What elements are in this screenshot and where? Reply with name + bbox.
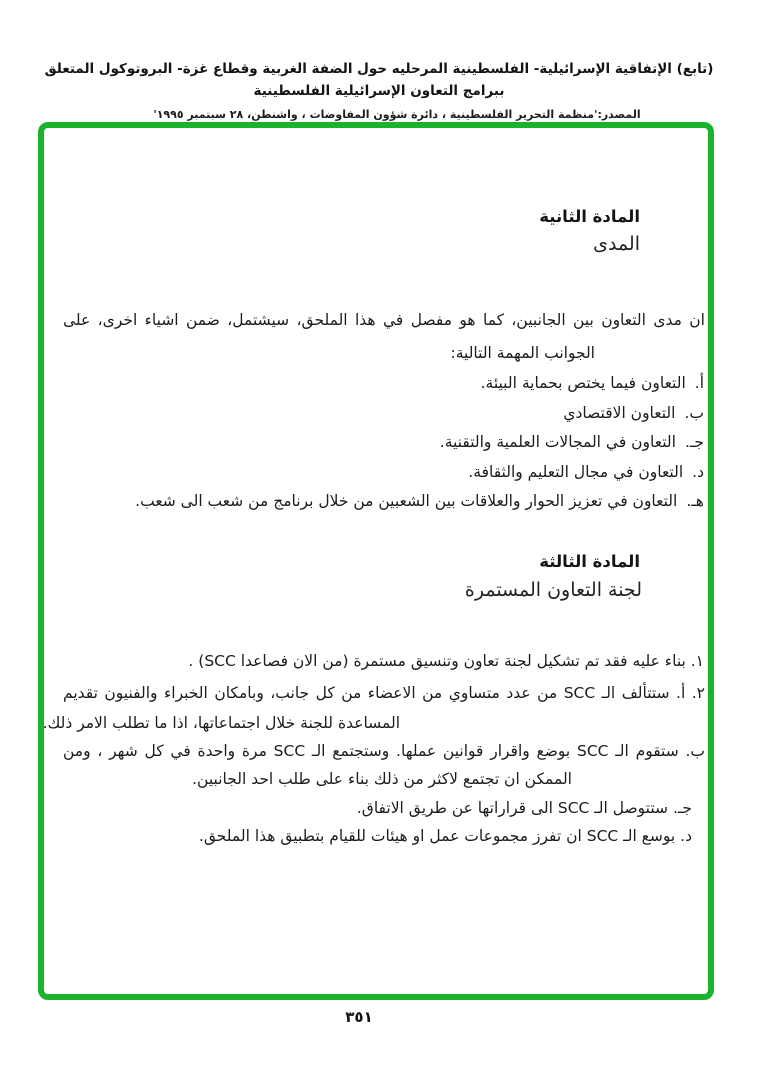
list-item bbox=[63, 369, 704, 399]
article3-item-b-line2: الممكن ان تجتمع لاكثر من ذلك بناء على طلب احد الجانبين. bbox=[192, 770, 572, 788]
list-item bbox=[63, 487, 704, 517]
article2-subtitle: المدى bbox=[593, 233, 640, 255]
list-item-label: جـ. bbox=[684, 433, 704, 451]
list-item-label: د. bbox=[692, 462, 704, 481]
article3-title: المادة الثالثة bbox=[539, 552, 640, 571]
article3-item2-line1: ٢. أ. ستتألف الـ SCC من عدد متساوي من الاعضاء من كل جانب، وبامكان الخبراء والفنيون تقديم bbox=[63, 684, 705, 702]
list-item bbox=[63, 458, 704, 488]
article2-title: المادة الثانية bbox=[539, 207, 640, 226]
list-item bbox=[63, 399, 704, 429]
document-title: (تابع) الإتفاقية الإسرائيلية- الفلسطينية المرحليه حول الضفة الغربية وقطاع غزة- البروتوكول المتعلق ببرامج التعاون الإسرائيلية الفلسطينية bbox=[44, 61, 714, 99]
list-item-text: التعاون في المجالات العلمية والتقنية. bbox=[439, 433, 676, 451]
article3-item1: ١. بناء عليه فقد تم تشكيل لجنة تعاون وتنسيق مستمرة (من الان فصاعدا SCC) . bbox=[188, 652, 704, 670]
page-number: ٣٥١ bbox=[345, 1008, 373, 1026]
article3-item2-line2: المساعدة للجنة خلال اجتماعاتها، اذا ما تطلب الامر ذلك. bbox=[42, 714, 400, 732]
list-item-label: هـ. bbox=[686, 492, 704, 510]
list-item-text: التعاون الاقتصادي bbox=[563, 403, 676, 422]
document-frame-content bbox=[44, 128, 708, 994]
article3-item-d: د. بوسع الـ SCC ان تفرز مجموعات عمل او هيئات للقيام بتطبيق هذا الملحق. bbox=[198, 827, 692, 845]
article2-intro-line1: ان مدى التعاون بين الجانبين، كما هو مفصل في هذا الملحق، سيشتمل، ضمن اشياء اخرى، على bbox=[63, 311, 705, 329]
article3-item-c: جـ. ستتوصل الـ SCC الى قراراتها عن طريق الاتفاق. bbox=[356, 799, 692, 817]
list-item-text: التعاون فيما يختص بحماية البيئة. bbox=[480, 374, 686, 392]
article2-intro-line2: الجوانب المهمة التالية: bbox=[450, 344, 595, 362]
document-source: المصدر:'منظمة التحرير الفلسطينية ، دائرة شؤون المفاوضات ، واشنطن، ٢٨ سبتمبر ١٩٩٥' bbox=[153, 108, 641, 121]
list-item-text: التعاون في تعزيز الحوار والعلاقات بين الشعبين من خلال برنامج من شعب الى شعب. bbox=[135, 492, 678, 510]
document-frame bbox=[38, 122, 714, 1000]
article3-subtitle: لجنة التعاون المستمرة bbox=[464, 579, 642, 601]
document-header bbox=[0, 58, 758, 121]
list-item bbox=[63, 428, 704, 458]
article3-item-b-line1: ب. ستقوم الـ SCC بوضع واقرار قوانين عملها. وستجتمع الـ SCC مرة واحدة في كل شهر ، ومن bbox=[63, 742, 705, 760]
list-item-label: ب. bbox=[684, 403, 704, 422]
list-item-text: التعاون في مجال التعليم والثقافة. bbox=[468, 462, 684, 481]
list-item-label: أ. bbox=[694, 374, 704, 392]
article2-list bbox=[63, 369, 704, 517]
